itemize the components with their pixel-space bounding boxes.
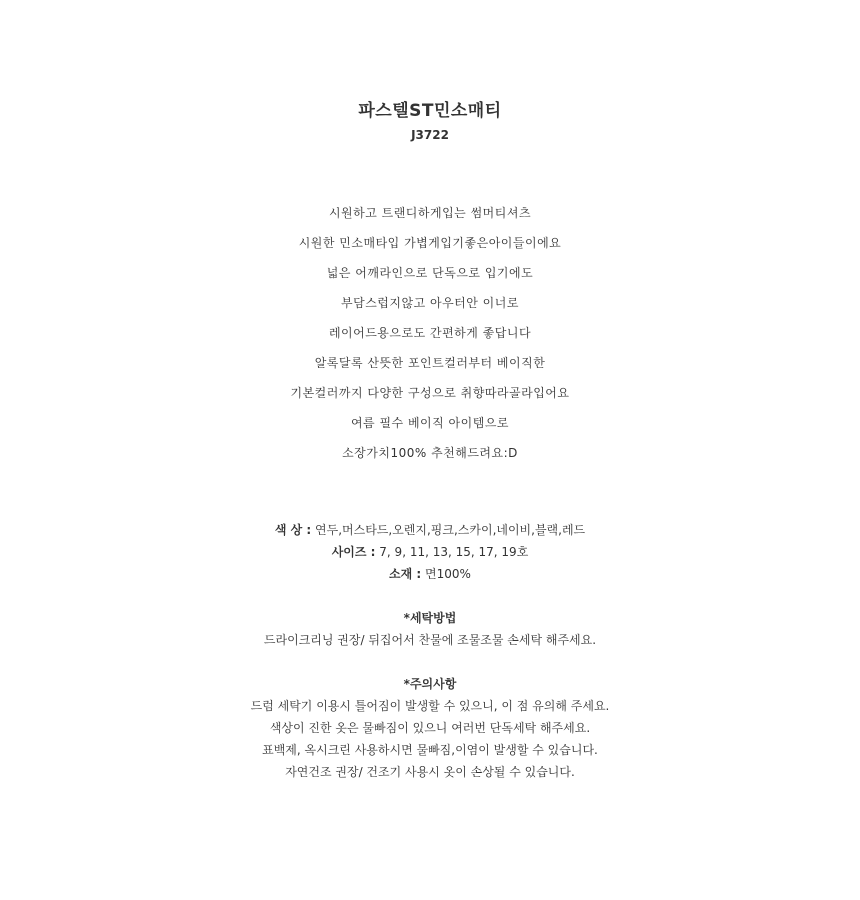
description-line: 레이어드용으로도 간편하게 좋답니다 <box>328 326 532 340</box>
caution-line: 드럼 세탁기 이용시 틀어짐이 발생할 수 있으니, 이 점 유의해 주세요. <box>250 699 610 713</box>
caution-line: 표백제, 옥시크린 사용하시면 물빠짐,이염이 발생할 수 있습니다. <box>262 743 598 757</box>
description-line: 부담스럽지않고 아우터안 이너로 <box>341 296 519 310</box>
spec-size-label: 사이즈 : <box>331 545 376 559</box>
product-title: 파스텔ST민소매티 <box>358 101 502 121</box>
spec-size-value: 7, 9, 11, 13, 15, 17, 19호 <box>379 545 529 559</box>
spec-material <box>0 565 860 582</box>
description-line: 소장가치100% 추천해드려요:D <box>342 446 518 460</box>
caution-line: 자연건조 권장/ 건조기 사용시 옷이 손상될 수 있습니다. <box>285 765 575 779</box>
washing-title: *세탁방법 <box>403 611 457 625</box>
description-line: 넓은 어깨라인으로 단독으로 입기에도 <box>326 266 534 280</box>
description-line: 여름 필수 베이직 아이템으로 <box>350 416 510 430</box>
caution-line: 색상이 진한 옷은 물빠짐이 있으니 여러번 단독세탁 해주세요. <box>269 721 591 735</box>
description-line: 기본컬러까지 다양한 구성으로 취향따라골라입어요 <box>290 386 570 400</box>
description-line: 알록달록 산뜻한 포인트컬러부터 베이직한 <box>314 356 546 370</box>
spec-color-value: 연두,머스타드,오렌지,핑크,스카이,네이비,블랙,레드 <box>315 523 586 537</box>
caution-title: *주의사항 <box>403 677 457 691</box>
description-line: 시원한 민소매타입 가볍게입기좋은아이들이에요 <box>298 236 562 250</box>
spec-color <box>0 521 860 538</box>
spec-size <box>0 543 860 560</box>
spec-color-label: 색 상 : <box>274 523 312 537</box>
washing-line: 드라이크리닝 권장/ 뒤집어서 찬물에 조물조물 손세탁 해주세요. <box>263 633 597 647</box>
spec-material-label: 소재 : <box>389 567 422 581</box>
product-code: J3722 <box>411 128 449 142</box>
description-line: 시원하고 트랜디하게입는 썸머티셔츠 <box>328 206 532 220</box>
spec-material-value: 면100% <box>425 567 471 581</box>
